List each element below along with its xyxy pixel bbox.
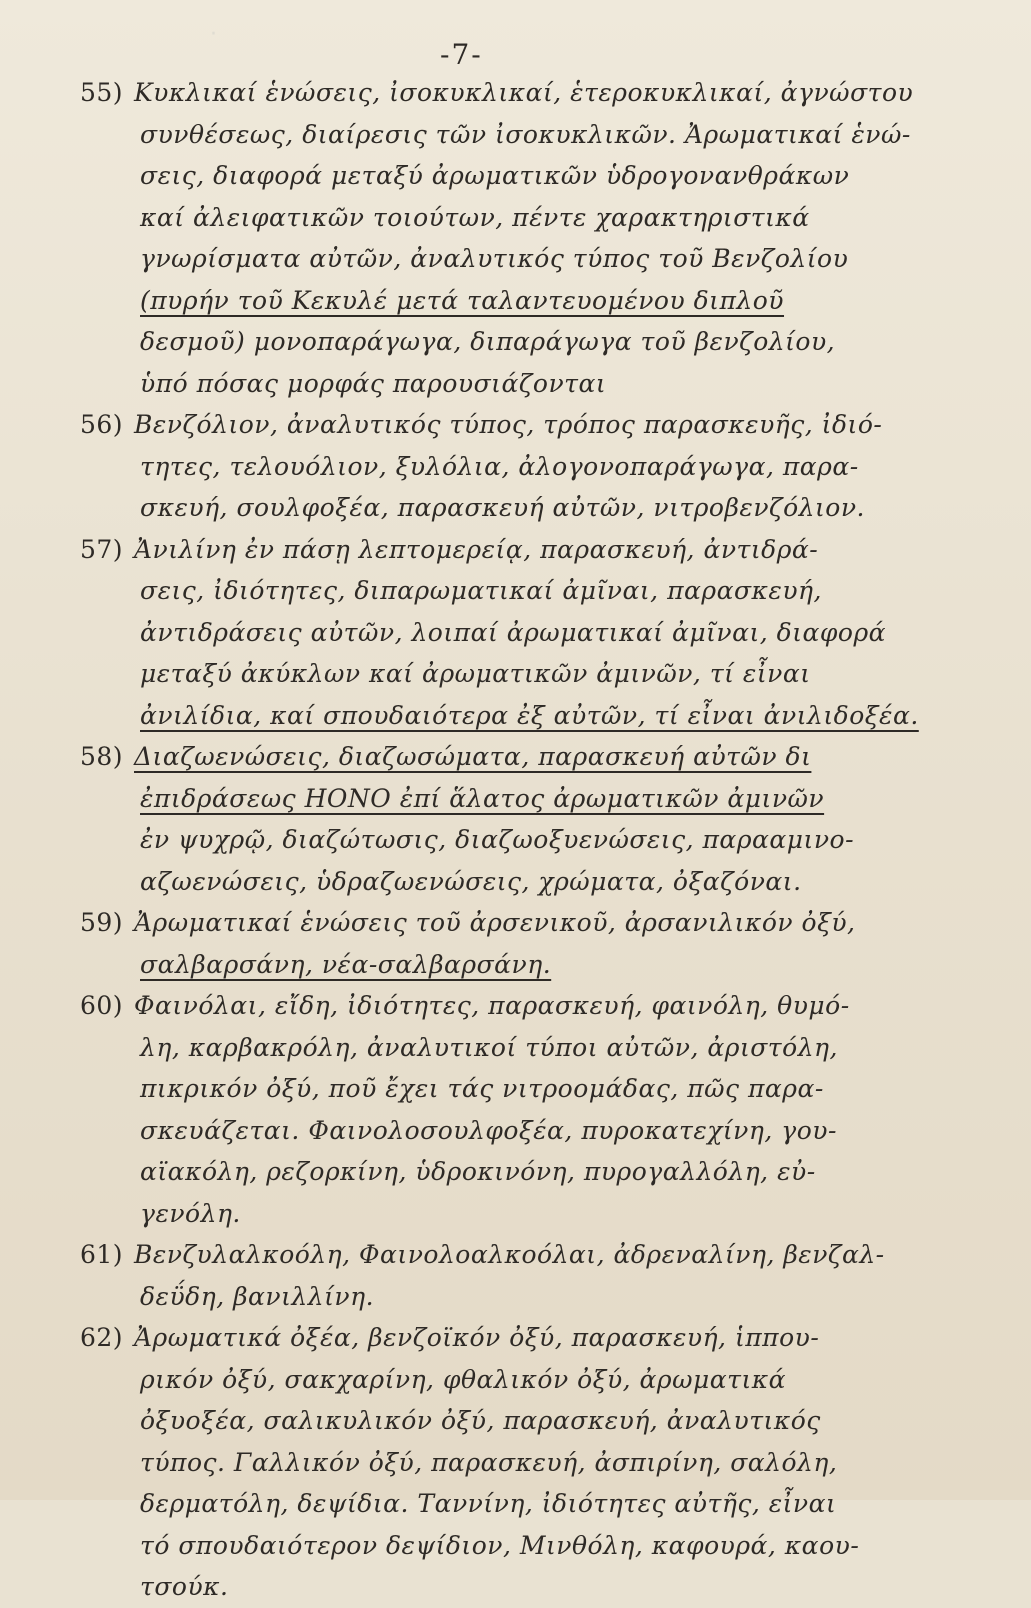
text-line: σκευάζεται. Φαινολοσουλφοξέα, πυροκατεχίνη, γου- xyxy=(140,1115,837,1145)
text-line: ἐπιδράσεως HONO ἐπί ἅλατος ἀρωματικῶν ἀμινῶν xyxy=(140,783,825,813)
list-item xyxy=(80,736,980,902)
item-number: 57) xyxy=(80,534,124,564)
list-item xyxy=(80,1234,980,1317)
list-item xyxy=(80,72,980,404)
text-line: σεις, διαφορά μεταξύ ἀρωματικῶν ὑδρογονανθράκων xyxy=(140,161,850,190)
text-line: (πυρήν τοῦ Κεκυλέ μετά ταλαντευομένου διπλοῦ xyxy=(140,285,785,315)
text-line: λη, καρβακρόλη, ἀναλυτικοί τύποι αὐτῶν, ἀριστόλη, xyxy=(140,1032,838,1062)
list-item xyxy=(80,1317,980,1608)
list-item xyxy=(80,902,980,985)
text-line: Βενζυλαλκοόλη, Φαινολοαλκοόλαι, ἀδρεναλίνη, βενζαλ- xyxy=(134,1240,885,1269)
list-item xyxy=(80,985,980,1234)
text-line: Ἀρωματικαί ἑνώσεις τοῦ ἀρσενικοῦ, ἀρσανιλικόν ὀξύ, xyxy=(134,908,856,937)
text-line: δερματόλη, δεψίδια. Ταννίνη, ἰδιότητες αὐτῆς, εἶναι xyxy=(140,1489,837,1518)
text-line: σεις, ἰδιότητες, διπαρωματικαί ἀμῖναι, παρασκευή, xyxy=(140,576,822,605)
text-line: ἐν ψυχρῷ, διαζώτωσις, διαζωοξυενώσεις, παρααμινο- xyxy=(140,825,855,854)
text-line: δεσμοῦ) μονοπαράγωγα, διπαράγωγα τοῦ βενζολίου, xyxy=(140,327,836,356)
text-line: Ἀρωματικά ὀξέα, βενζοϊκόν ὀξύ, παρασκευή, ἱππου- xyxy=(134,1323,820,1352)
text-line: τύπος. Γαλλικόν ὀξύ, παρασκευή, ἀσπιρίνη, σαλόλη, xyxy=(140,1447,838,1477)
text-line: τσούκ. xyxy=(140,1572,229,1601)
text-line: συνθέσεως, διαίρεσις τῶν ἰσοκυκλικῶν. Ἀρωματικαί ἑνώ- xyxy=(140,119,911,149)
text-line: καί ἀλειφατικῶν τοιούτων, πέντε χαρακτηριστικά xyxy=(140,202,810,232)
handwritten-text xyxy=(80,72,980,1608)
item-number: 56) xyxy=(80,410,124,439)
text-line: ἀντιδράσεις αὐτῶν, λοιπαί ἀρωματικαί ἀμῖναι, διαφορά xyxy=(140,617,887,647)
text-line: τό σπουδαιότερον δεψίδιον, Μινθόλη, καφουρά, καου- xyxy=(140,1530,860,1560)
item-number: 60) xyxy=(80,991,124,1020)
item-number: 61) xyxy=(80,1240,124,1269)
text-line: ὀξυοξέα, σαλικυλικόν ὀξύ, παρασκευή, ἀναλυτικός xyxy=(140,1406,821,1435)
text-line: μεταξύ ἀκύκλων καί ἀρωματικῶν ἀμινῶν, τί εἶναι xyxy=(140,659,811,688)
text-line: Βενζόλιον, ἀναλυτικός τύπος, τρόπος παρασκευῆς, ἰδιό- xyxy=(134,410,883,439)
text-line: Διαζωενώσεις, διαζωσώματα, παρασκευή αὐτῶν δι xyxy=(134,742,812,771)
text-line: ρικόν ὀξύ, σακχαρίνη, φθαλικόν ὀξύ, ἀρωματικά xyxy=(140,1364,787,1394)
page-number: -7- xyxy=(440,38,483,71)
text-line: δεΰδη, βανιλλίνη. xyxy=(140,1281,375,1311)
text-line: αζωενώσεις, ὑδραζωενώσεις, χρώματα, ὀξαζόναι. xyxy=(140,866,802,896)
show-through: · xyxy=(210,22,217,47)
text-line: πικρικόν ὀξύ, ποῦ ἔχει τάς νιτροομάδας, πῶς παρα- xyxy=(140,1074,824,1103)
text-line: Ἀνιλίνη ἐν πάσῃ λεπτομερείᾳ, παρασκευή, ἀντιδρά- xyxy=(134,534,819,564)
text-line: Φαινόλαι, εἴδη, ἰδιότητες, παρασκευή, φαινόλη, θυμό- xyxy=(134,991,850,1020)
text-line: ἀνιλίδια, καί σπουδαιότερα ἐξ αὐτῶν, τί εἶναι ἀνιλιδοξέα. xyxy=(140,700,919,730)
list-item xyxy=(80,529,980,737)
text-line: σαλβαρσάνη, νέα-σαλβαρσάνη. xyxy=(140,949,552,979)
list-item xyxy=(80,404,980,529)
text-line: γνωρίσματα αὐτῶν, ἀναλυτικός τύπος τοῦ Βενζολίου xyxy=(140,244,849,273)
item-number: 55) xyxy=(80,78,124,107)
item-number: 62) xyxy=(80,1323,124,1352)
text-line: Κυκλικαί ἑνώσεις, ἰσοκυκλικαί, ἑτεροκυκλικαί, ἀγνώστου xyxy=(134,78,914,107)
text-line: τητες, τελουόλιον, ξυλόλια, ἀλογονοπαράγωγα, παρα- xyxy=(140,451,859,481)
text-line: γενόλη. xyxy=(140,1198,241,1228)
text-line: σκευή, σουλφοξέα, παρασκευή αὐτῶν, νιτροβενζόλιον. xyxy=(140,493,865,522)
text-line: αϊακόλη, ρεζορκίνη, ὑδροκινόνη, πυρογαλλόλη, εὐ- xyxy=(140,1157,816,1186)
item-number: 59) xyxy=(80,908,124,937)
item-number: 58) xyxy=(80,742,124,771)
text-line: ὑπό πόσας μορφάς παρουσιάζονται xyxy=(140,368,607,398)
